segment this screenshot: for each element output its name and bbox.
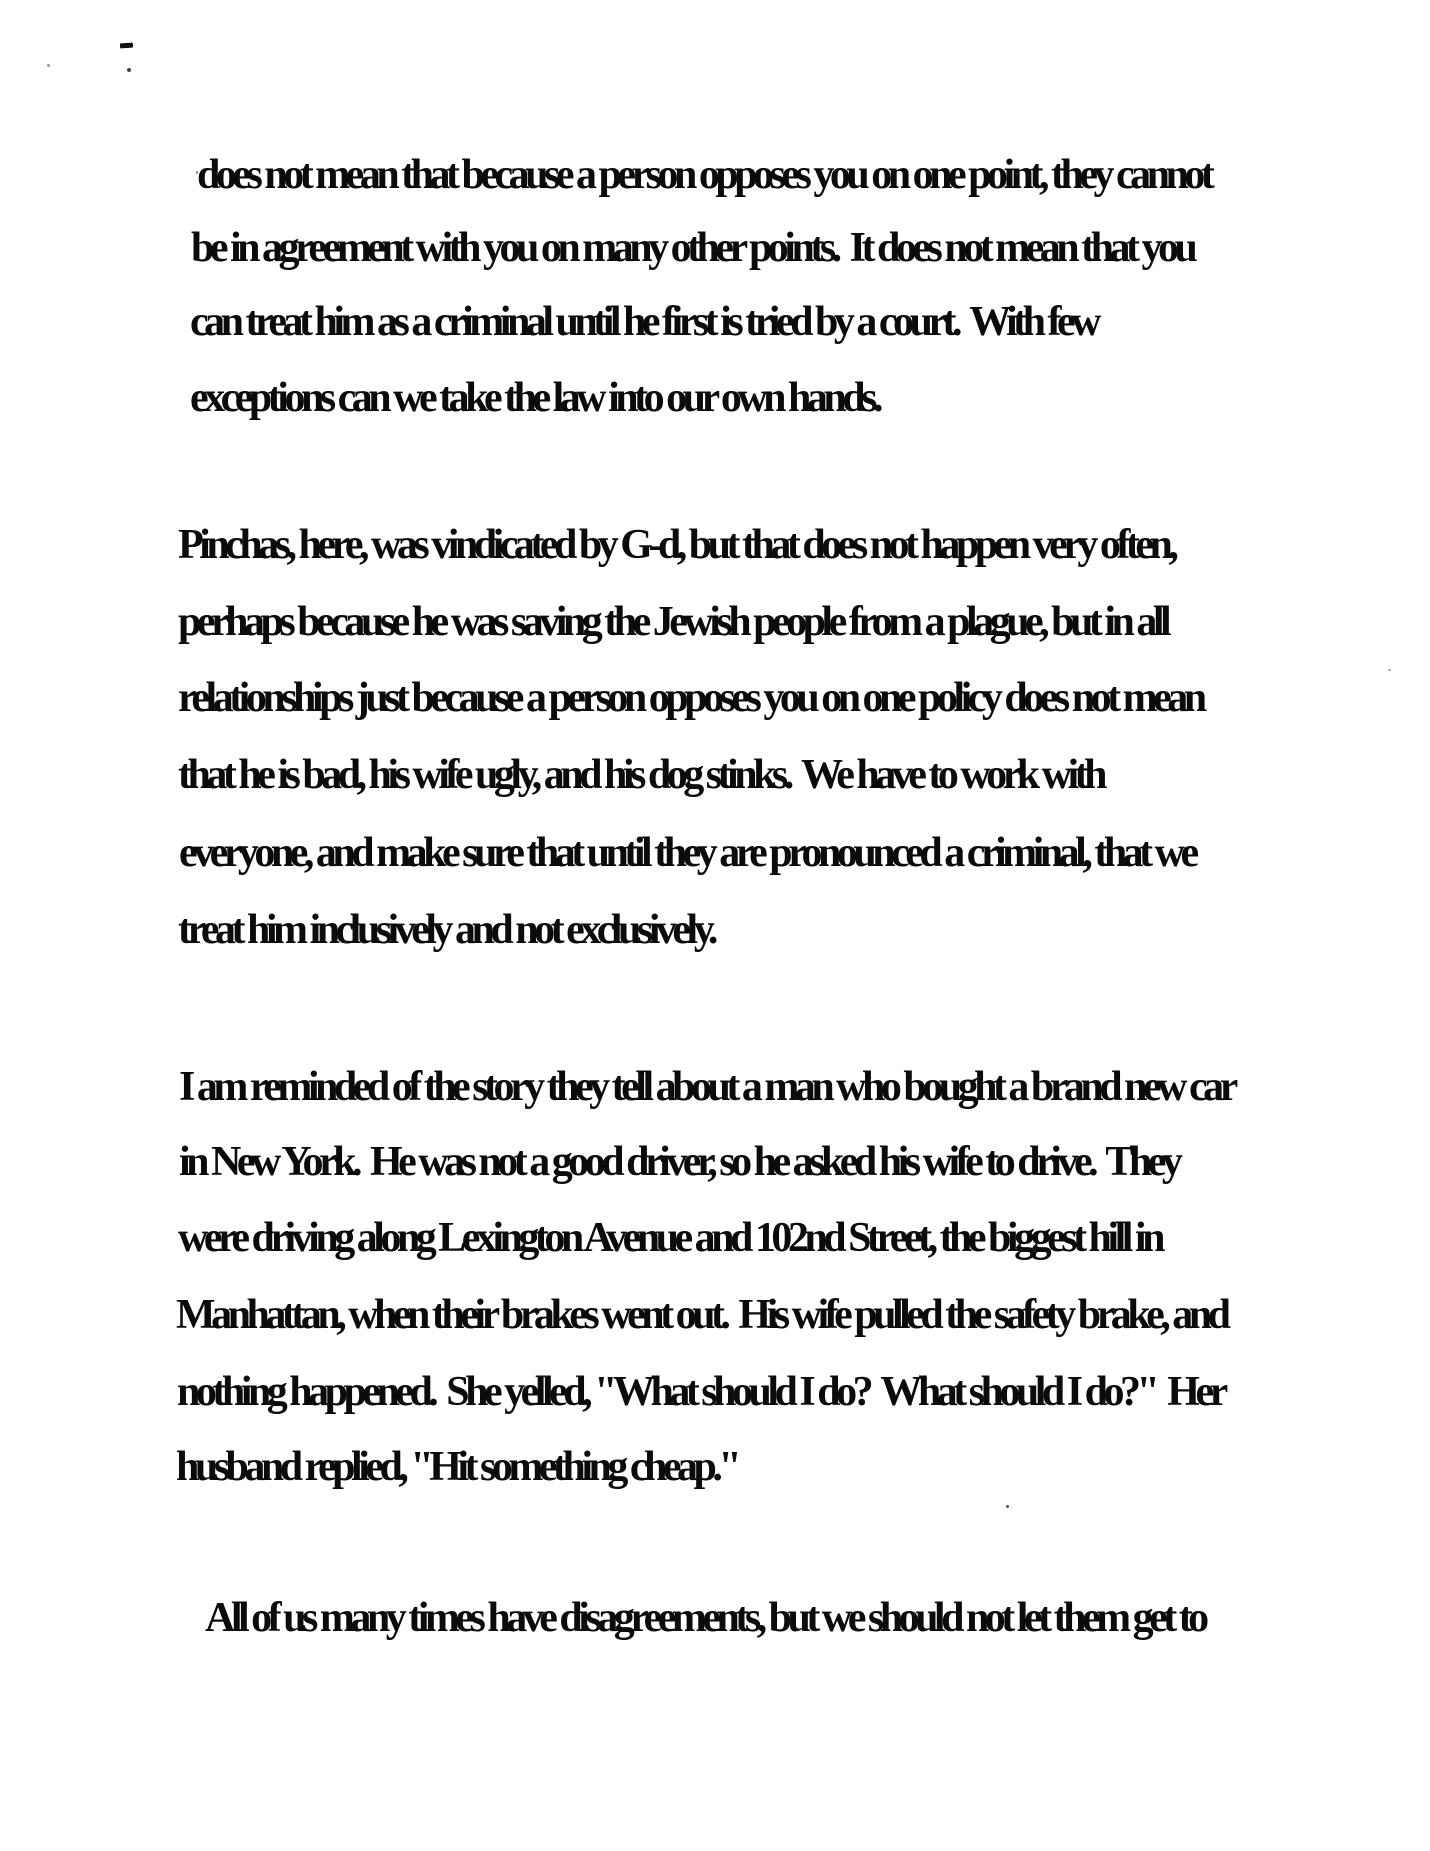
text-line-17: All of us many times have disagreements, but we should not let them get to xyxy=(205,1595,1205,1641)
text-line-10: treat him inclusively and not exclusively. xyxy=(178,907,714,953)
text-line-12: in New York. He was not a good driver, so he asked his wife to drive. They xyxy=(179,1139,1179,1185)
text-line-8: that he is bad, his wife ugly, and his dog stinks. We have to work with xyxy=(178,752,1104,798)
text-line-1: does not mean that because a person opposes you on one point, they cannot xyxy=(197,152,1211,198)
text-line-16: husband replied, "Hit something cheap." xyxy=(176,1444,738,1490)
text-line-13: were driving along Lexington Avenue and 102nd Street, the biggest hill in xyxy=(178,1215,1161,1261)
text-line-14: Manhattan, when their brakes went out. His wife pulled the safety brake, and xyxy=(176,1292,1227,1338)
text-line-5: Pinchas, here, was vindicated by G-d, but that does not happen very often, xyxy=(178,522,1175,568)
text-line-3: can treat him as a criminal until he first is tried by a court. With few xyxy=(190,299,1097,345)
text-line-9: everyone, and make sure that until they are pronounced a criminal, that we xyxy=(179,830,1195,876)
text-line-15: nothing happened. She yelled, "What should I do? What should I do?" Her xyxy=(177,1369,1224,1415)
text-line-2: be in agreement with you on many other points. It does not mean that you xyxy=(191,225,1194,271)
text-line-7: relationships just because a person opposes you on one policy does not mean xyxy=(178,675,1203,721)
text-line-11: I am reminded of the story they tell about a man who bought a brand new car xyxy=(179,1064,1234,1110)
text-line-6: perhaps because he was saving the Jewish people from a plague, but in all xyxy=(178,599,1168,645)
text-line-4: exceptions can we take the law into our own hands. xyxy=(190,375,879,421)
